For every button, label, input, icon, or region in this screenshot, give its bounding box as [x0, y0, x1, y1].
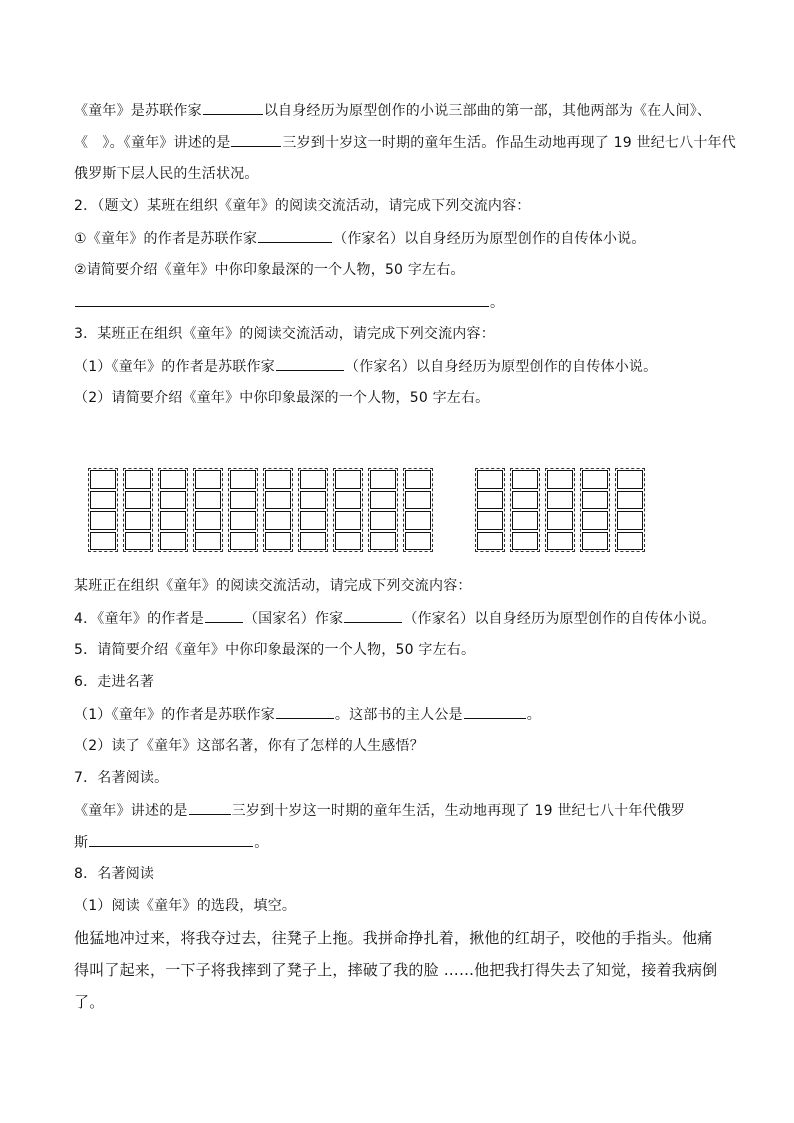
q6-item-1 [74, 704, 541, 725]
q1-text: 《 》。《童年》讲述的是 [74, 135, 231, 151]
q3-text: （2）请简要介绍《童年》中你印象最深的一个人物，50 字左右。 [74, 390, 490, 406]
answer-blank[interactable] [205, 608, 243, 623]
q2-item-2 [74, 260, 465, 280]
q2-text: ①《童年》的作者是苏联作家 [74, 231, 258, 247]
passage-text: 得叫了起来，一下子将我摔到了凳子上，摔破了我的脸 ……他把我打得失去了知觉，接着我病倒 [74, 961, 718, 979]
q7-line-2 [74, 832, 268, 853]
grid-column[interactable] [615, 468, 645, 552]
q5-line [74, 640, 475, 660]
grid-column[interactable] [368, 468, 398, 552]
answer-blank[interactable] [276, 356, 344, 371]
question-title: 6．走进名著 [74, 674, 155, 690]
q1-line-2 [74, 132, 736, 153]
question-title: 7．名著阅读。 [74, 770, 169, 786]
answer-blank[interactable] [231, 132, 281, 147]
grid-column[interactable] [263, 468, 293, 552]
q8-item-1 [74, 896, 296, 916]
answer-blank[interactable] [344, 608, 402, 623]
answer-blank[interactable] [464, 704, 526, 719]
grid-column[interactable] [298, 468, 328, 552]
q4-text: 4．《童年》的作者是 [74, 611, 204, 627]
q4-text: （国家名）作家 [243, 611, 344, 627]
punctuation: 。 [490, 295, 505, 311]
grid-column[interactable] [510, 468, 540, 552]
q3-item-2 [74, 388, 489, 408]
q7-text: 《童年》讲述的是 [74, 803, 188, 819]
answer-blank[interactable] [276, 704, 334, 719]
q7-title [74, 768, 168, 788]
q7-line-1 [74, 800, 685, 821]
punctuation: 。 [526, 707, 541, 723]
q2-answer-line [74, 292, 504, 313]
question-title: 3．某班正在组织《童年》的阅读交流活动，请完成下列交流内容： [74, 326, 495, 342]
answer-blank[interactable] [189, 800, 231, 815]
q8-passage-2 [74, 960, 717, 980]
q4-line [74, 608, 716, 629]
q1-line-1 [74, 100, 711, 121]
q3-item-1 [74, 356, 657, 377]
q6-text: （1）《童年》的作者是苏联作家 [74, 707, 275, 723]
passage-text: 了。 [74, 993, 105, 1011]
q7-text: 斯 [74, 835, 89, 851]
q1-text: 俄罗斯下层人民的生活状况。 [74, 166, 259, 182]
q1-text: 《童年》是苏联作家 [74, 103, 202, 119]
grid-column[interactable] [475, 468, 505, 552]
answer-blank[interactable] [258, 228, 332, 243]
answer-blank[interactable] [203, 100, 263, 115]
q7-text: 三岁到十岁这一时期的童年生活，生动地再现了 19 世纪七八十年代俄罗 [231, 803, 686, 819]
q3-text: （1）《童年》的作者是苏联作家 [74, 359, 275, 375]
q1-text: 三岁到十岁这一时期的童年生活。作品生动地再现了 19 世纪七八十年代 [282, 135, 736, 151]
q2-item-1 [74, 228, 646, 249]
q4-text: 某班正在组织《童年》的阅读交流活动，请完成下列交流内容： [74, 578, 472, 594]
grid-column[interactable] [193, 468, 223, 552]
q2-text: （作家名）以自身经历为原型创作的自传体小说。 [333, 231, 646, 247]
grid-column[interactable] [545, 468, 575, 552]
answer-line[interactable] [75, 292, 489, 307]
q6-item-2 [74, 736, 424, 756]
answer-blank[interactable] [89, 832, 253, 847]
q8-passage-3 [74, 992, 104, 1012]
grid-column[interactable] [333, 468, 363, 552]
question-title: 2．（题文）某班在组织《童年》的阅读交流活动，请完成下列交流内容： [74, 198, 531, 214]
q3-title [74, 324, 495, 344]
writing-grid-right[interactable] [475, 468, 650, 554]
grid-column[interactable] [88, 468, 118, 552]
grid-column[interactable] [123, 468, 153, 552]
q4-intro [74, 576, 472, 596]
passage-text: 他猛地冲过来，将我夺过去，往凳子上拖。我拼命挣扎着，揪他的红胡子，咬他的手指头。他痛 [74, 929, 713, 947]
q2-text: ②请简要介绍《童年》中你印象最深的一个人物，50 字左右。 [74, 262, 465, 278]
q6-title [74, 672, 154, 692]
q4-text: （作家名）以自身经历为原型创作的自传体小说。 [403, 611, 716, 627]
grid-column[interactable] [158, 468, 188, 552]
q3-text: （作家名）以自身经历为原型创作的自传体小说。 [344, 359, 658, 375]
q8-passage-1 [74, 928, 712, 948]
q6-text: 。这部书的主人公是 [334, 707, 463, 723]
grid-column[interactable] [228, 468, 258, 552]
grid-column[interactable] [580, 468, 610, 552]
q6-text: （2）读了《童年》这部名著，你有了怎样的人生感悟？ [74, 738, 424, 754]
writing-grid-left[interactable] [88, 468, 438, 554]
q1-text: 以自身经历为原型创作的小说三部曲的第一部，其他两部为《在人间》、 [263, 103, 712, 119]
grid-column[interactable] [403, 468, 433, 552]
q2-title [74, 196, 531, 216]
question-title: 8．名著阅读 [74, 866, 155, 882]
punctuation: 。 [254, 835, 269, 851]
q1-line-3 [74, 164, 259, 184]
question-title: 5．请简要介绍《童年》中你印象最深的一个人物，50 字左右。 [74, 642, 476, 658]
q8-title [74, 864, 154, 884]
q8-text: （1）阅读《童年》的选段，填空。 [74, 898, 297, 914]
